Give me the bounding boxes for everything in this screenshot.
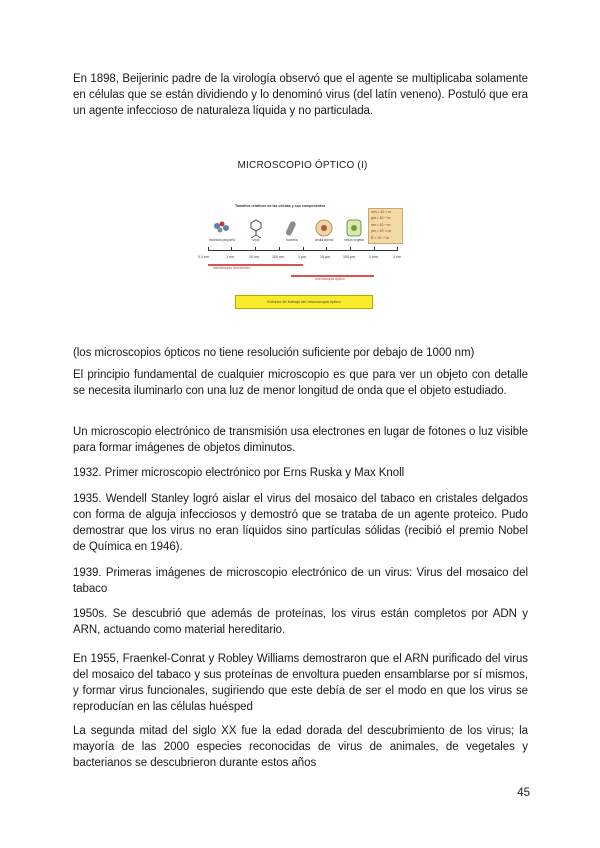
electron-microscope-label: microscopio electrónico	[213, 266, 251, 270]
figure-subtitle: Tamaños relativos de las células y sus componentes	[235, 204, 326, 208]
scale-tick-label: 100 µm	[343, 255, 356, 259]
scale-tick	[374, 247, 375, 251]
paragraph-second-half-century: La segunda mitad del siglo XX fue la edad dorada del descubrimiento de los virus; la mayoría de las 2000 especies reconocidas de virus de animales, de vegetales y bacterianos se descubrieron durante estos años	[73, 725, 528, 769]
paragraph-principle: El principio fundamental de cualquier microscopio es que para ver un objeto con detalle se necesita iluminarlo con una luz de menor longitud de onda que el objeto estudiado.	[73, 369, 528, 397]
unit-entry: µm = 10⁻⁶ m	[371, 216, 391, 221]
figure-title: MICROSCOPIO ÓPTICO (I)	[237, 160, 368, 171]
unit-entry: mm = 10⁻³ m	[371, 210, 391, 214]
scale-tick	[279, 247, 280, 251]
small-molecule-icon	[209, 218, 235, 238]
paragraph-1950s: 1950s. Se descubrió que además de proteínas, los virus están completos por ADN y ARN, actuando como material hereditario.	[73, 608, 528, 636]
bacteria-icon	[279, 218, 305, 238]
microscope-figure	[195, 160, 410, 320]
scale-tick-label: 10 µm	[320, 255, 331, 259]
paragraph-1935: 1935. Wendell Stanley logró aislar el virus del mosaico del tabaco en cristales delgados con forma de alguja infecciosos y demostró que se trataba de un agente proteico. Pudo demostrar que los virus no eran líquidos sino partículas sólidas (recibió el premio Nobel de Química en 1946).	[73, 493, 528, 553]
paragraph-resolution: (los microscopios ópticos no tiene resolución suficiente por debajo de 1000 nm)	[73, 347, 475, 359]
plant-cell-icon	[341, 218, 367, 238]
scale-tick-label: 1 mm	[369, 255, 378, 259]
organism-label: molécula pequeña	[208, 238, 236, 242]
scale-tick-label: 10 nm	[249, 255, 259, 259]
scale-tick	[350, 247, 351, 251]
scale-tick-label: 1 nm	[226, 255, 234, 259]
scale-tick	[397, 247, 398, 251]
paragraph-1932: 1932. Primer microscopio electrónico por Erns Ruska y Max Knoll	[73, 467, 405, 479]
unit-entry: Å = 10⁻¹⁰ m	[371, 235, 389, 240]
virus-icon	[243, 218, 269, 238]
paragraph-1939: 1939. Primeras imágenes de microscopio electrónico de un virus: Virus del mosaico del tabaco	[73, 567, 528, 595]
paragraph-beijerinck: En 1898, Beijerinic padre de la virología observó que el agente se multiplicaba solamente en células que se están dividiendo y lo denominó virus (del latín veneno). Postuló que era un agente infeccioso de naturaleza líquida y no particulada.	[73, 73, 528, 117]
units-legend	[368, 208, 403, 244]
scale-tick-label: 1 cm	[393, 255, 401, 259]
paragraph-1955: En 1955, Fraenkel-Conrat y Robley Williams demostraron que el ARN purificado del virus del mosaico del tabaco y sus proteínas de envoltura pueden ensamblarse por sí mismos, y formar virus funcionales, sugiriendo que este debía de ser el modo en que los virus se reproducían en las células huésped	[73, 653, 528, 713]
scale-tick-label: 100 nm	[272, 255, 284, 259]
organism-label: virus	[252, 238, 260, 242]
scale-tick-label: 0,1 nm	[198, 255, 209, 259]
paragraph-electron-microscope: Un microscopio electrónico de transmisión usa electrones en lugar de fotones o luz visible para formar imágenes de objetos diminutos.	[73, 426, 528, 454]
page-number: 45	[517, 787, 530, 799]
figure-legend: Entorno de trabajo del microscopio óptico	[235, 295, 373, 309]
animal-cell-icon	[311, 218, 337, 238]
scale-tick	[326, 247, 327, 251]
scale-tick-label: 1 µm	[298, 255, 307, 259]
scale-tick	[208, 247, 209, 251]
scale-tick	[303, 247, 304, 251]
organism-label: célula vegetal	[344, 238, 364, 242]
unit-entry: pm = 10⁻¹² m	[371, 229, 392, 234]
scale-tick	[231, 247, 232, 251]
organism-label: célula animal	[314, 238, 334, 242]
unit-entry: nm = 10⁻⁹ m	[371, 222, 391, 227]
organism-label: bacteria	[286, 238, 298, 242]
optical-microscope-label: microscopio óptico	[315, 277, 345, 281]
scale-tick	[255, 247, 256, 251]
